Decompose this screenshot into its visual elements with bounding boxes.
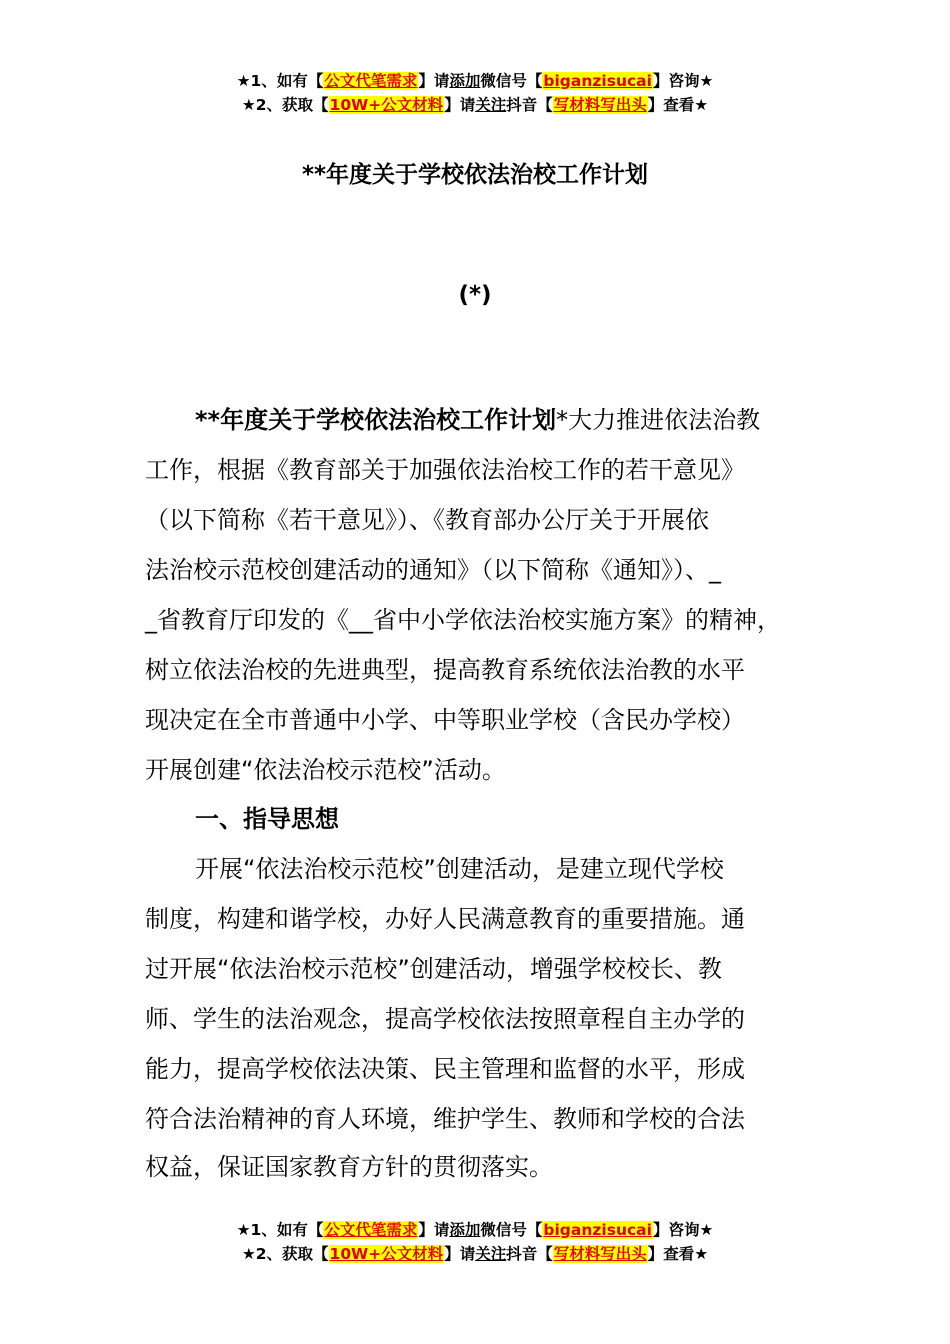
text-line: **年度关于学校依法治校工作计划*大力推进依法治教 xyxy=(195,406,761,434)
highlight: biganzisucai xyxy=(543,1221,652,1239)
text-line: （以下简称《若干意见》）、《教育部办公厅关于开展依 xyxy=(145,506,709,534)
highlight: biganzisucai xyxy=(543,72,652,90)
text-line: 开展“依法治校示范校”创建活动，是建立现代学校 xyxy=(195,855,724,883)
text-line: 开展创建“依法治校示范校”活动。 xyxy=(145,756,506,784)
highlight: 公文代笔需求 xyxy=(324,72,418,90)
highlight: 10W+公文材料 xyxy=(329,1245,444,1263)
promo-line-1: ★1、如有【公文代笔需求】请添加微信号【biganzisucai】咨询★ xyxy=(236,1221,714,1239)
text-line: 师、学生的法治观念，提高学校依法按照章程自主办学的 xyxy=(145,1005,745,1033)
text-line: 树立依法治校的先进典型，提高教育系统依法治教的水平 xyxy=(145,656,745,684)
promo-line-2: ★2、获取【10W+公文材料】请关注抖音【写材料写出头】查看★ xyxy=(241,96,709,114)
highlight: 10W+公文材料 xyxy=(329,96,444,114)
section-heading: 一、指导思想 xyxy=(195,805,339,833)
document-title: **年度关于学校依法治校工作计划 xyxy=(301,162,649,188)
highlight: 写材料写出头 xyxy=(553,1245,647,1263)
text-line: 法治校示范校创建活动的通知》（以下简称《通知》）、_ xyxy=(145,556,721,584)
highlight: 写材料写出头 xyxy=(553,96,647,114)
text-line: 过开展“依法治校示范校”创建活动，增强学校校长、教 xyxy=(145,955,722,983)
promo-line-2: ★2、获取【10W+公文材料】请关注抖音【写材料写出头】查看★ xyxy=(241,1245,709,1263)
promo-line-1: ★1、如有【公文代笔需求】请添加微信号【biganzisucai】咨询★ xyxy=(236,72,714,90)
text-line: _省教育厅印发的《__省中小学依法治校实施方案》的精神， xyxy=(145,606,781,634)
text-line: 能力，提高学校依法决策、民主管理和监督的水平，形成 xyxy=(145,1055,745,1083)
text-line: 符合法治精神的育人环境，维护学生、教师和学校的合法 xyxy=(145,1105,745,1133)
document-subtitle: (*) xyxy=(458,282,492,308)
highlight: 公文代笔需求 xyxy=(324,1221,418,1239)
text-line: 制度，构建和谐学校，办好人民满意教育的重要措施。通 xyxy=(145,905,745,933)
text-line: 权益，保证国家教育方针的贯彻落实。 xyxy=(145,1153,553,1181)
text-line: 现决定在全市普通中小学、中等职业学校（含民办学校） xyxy=(145,706,745,734)
text-line: 工作，根据《教育部关于加强依法治校工作的若干意见》 xyxy=(145,456,745,484)
